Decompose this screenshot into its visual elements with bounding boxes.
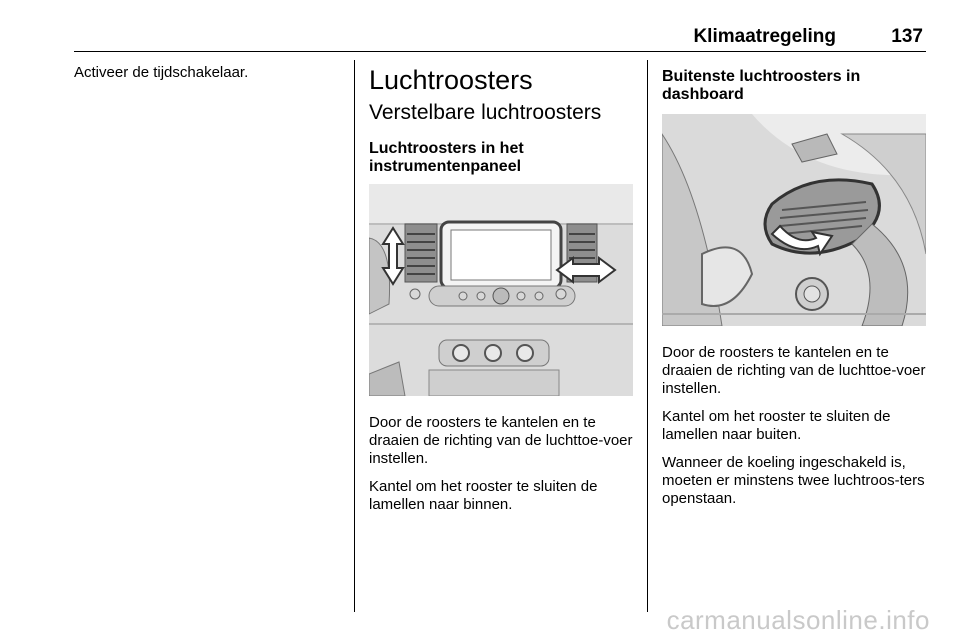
header-rule	[74, 51, 926, 52]
subheading: Luchtroosters in het instrumentenpaneel	[369, 140, 524, 175]
page-number: 137	[891, 26, 923, 47]
column-left	[74, 64, 344, 92]
body-paragraph: Kantel om het rooster te sluiten de lamellen naar buiten.	[662, 408, 891, 443]
body-paragraph: Activeer de tijdschakelaar.	[74, 64, 249, 81]
body-paragraph: Wanneer de koeling ingeschakeld is, moeten er minstens twee luchtroos-ters openstaan.	[662, 454, 925, 507]
body-paragraph: Kantel om het rooster te sluiten de lamellen naar binnen.	[369, 478, 598, 513]
subheading: Buitenste luchtroosters in dashboard	[662, 68, 861, 103]
section-title: Luchtroosters	[369, 65, 533, 95]
center-vents-illustration	[369, 184, 633, 396]
column-divider	[647, 60, 648, 612]
subsection-title: Verstelbare luchtroosters	[369, 101, 602, 124]
chapter-title: Klimaatregeling	[693, 26, 836, 47]
column-right	[662, 64, 928, 518]
side-vent-illustration	[662, 114, 926, 326]
column-middle	[369, 64, 633, 524]
watermark: carmanualsonline.info	[666, 605, 930, 635]
column-divider	[354, 60, 355, 612]
body-paragraph: Door de roosters te kantelen en te draaien de richting van de luchttoe-voer instellen.	[369, 414, 633, 467]
body-paragraph: Door de roosters te kantelen en te draaien de richting van de luchttoe-voer instellen.	[662, 344, 926, 397]
